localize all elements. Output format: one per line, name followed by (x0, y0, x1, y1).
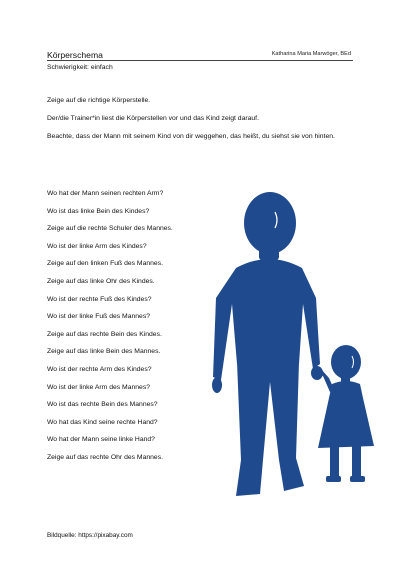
man-silhouette (212, 192, 323, 496)
instructions (47, 96, 347, 141)
question-item: Wo ist der rechte Arm des Kindes? (47, 365, 152, 373)
question-item: Zeige auf das linke Ohr des Kindes. (47, 277, 155, 285)
question-item: Wo ist das linke Bein des Kindes? (47, 207, 150, 215)
difficulty-label: Schwierigkeit: einfach (47, 64, 113, 71)
question-item: Zeige auf den linken Fuß des Mannes. (47, 260, 163, 268)
question-item: Wo hat das Kind seine rechte Hand? (47, 418, 158, 426)
instruction-line: Der/die Trainer*in liest die Körperstellen vor und das Kind zeigt darauf. (47, 115, 259, 122)
question-item: Zeige auf das linke Bein des Mannes. (47, 348, 161, 356)
instruction-line: Beachte, dass der Mann mit seinem Kind von dir weggehen, das heißt, du siehst sie von hinten. (47, 133, 335, 140)
question-item: Wo hat der Mann seinen rechten Arm? (47, 190, 164, 197)
instruction-line: Zeige auf die richtige Körperstelle. (47, 97, 151, 104)
author-name: Katharina Maria Marwöger, BEd (271, 51, 351, 57)
question-item: Wo ist der linke Arm des Kindes? (47, 242, 147, 250)
man-and-child-silhouette-illustration (180, 186, 380, 502)
question-item: Zeige auf das rechte Ohr des Mannes. (47, 453, 163, 461)
header-divider (47, 60, 353, 61)
child-silhouette (316, 345, 374, 482)
question-item: Zeige auf die rechte Schuler des Mannes. (47, 225, 173, 233)
question-item: Wo ist der linke Arm des Mannes? (47, 383, 151, 391)
question-list (47, 189, 173, 471)
question-item: Wo hat der Mann seine linke Hand? (47, 436, 155, 444)
question-item: Wo ist der rechte Fuß des Kindes? (47, 295, 152, 303)
image-source-credit: Bildquelle: https://pixabay.com (47, 532, 133, 539)
page-title: Körperschema (47, 50, 103, 60)
question-item: Wo ist der linke Fuß des Mannes? (47, 313, 151, 321)
question-item: Wo ist das rechte Bein des Mannes? (47, 401, 158, 409)
question-item: Zeige auf das rechte Bein des Kindes. (47, 330, 162, 338)
